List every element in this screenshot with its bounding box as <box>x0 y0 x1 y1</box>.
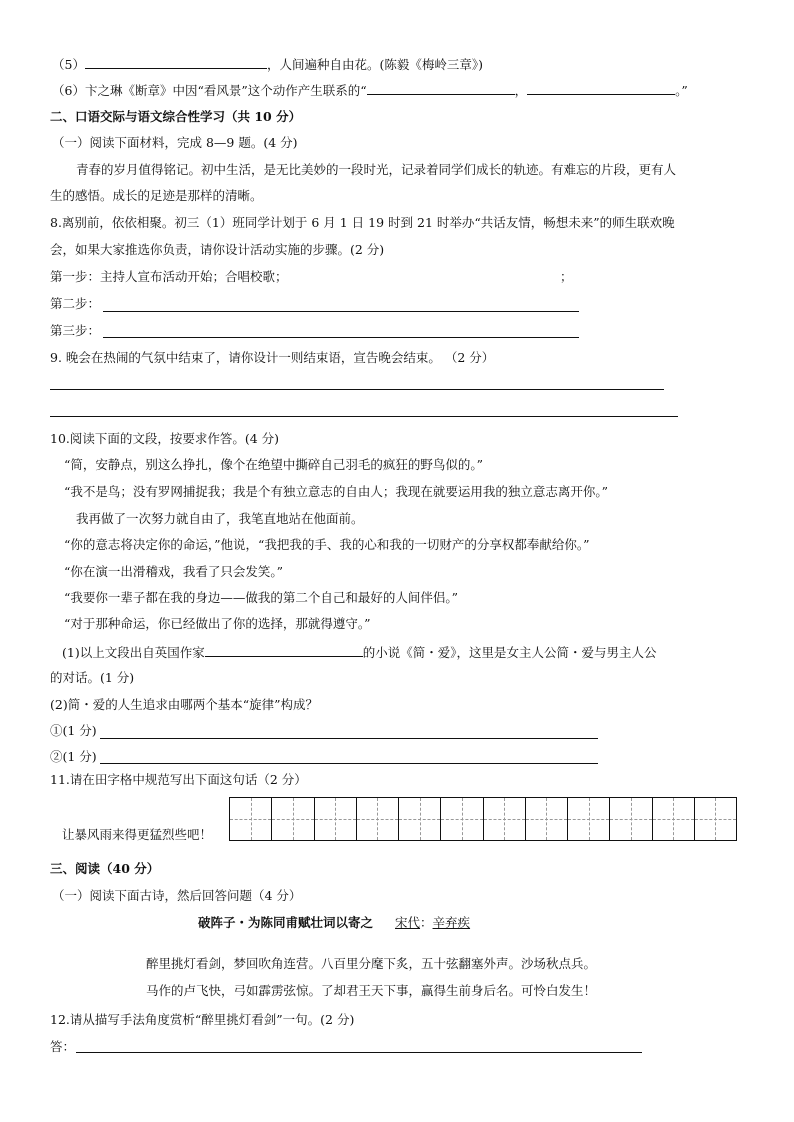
grid-cell[interactable] <box>484 798 526 840</box>
question-text: ，人间遍种自由花。(陈毅《梅岭三章》) <box>266 57 483 72</box>
sub-question-1 <box>62 643 656 662</box>
section-2-title: 二、口语交际与语文综合性学习（共 10 分） <box>50 109 302 124</box>
grid-cell[interactable] <box>230 798 272 840</box>
question-6 <box>52 81 688 100</box>
grid-cell[interactable] <box>357 798 399 840</box>
poem-line: 马作的卢飞快，弓如霹雳弦惊。了却君王天下事，赢得生前身后名。可怜白发生！ <box>146 983 597 998</box>
closing-quote: 。” <box>675 83 688 98</box>
question-10-title: 10.阅读下面的文段，按要求作答。(4 分) <box>50 431 280 446</box>
answer-label: 答： <box>50 1039 76 1054</box>
poem-title: 破阵子・为陈同甫赋壮词以寄之 <box>198 915 374 930</box>
question-12: 12.请从描写手法角度赏析“醉里挑灯看剑”一句。(2 分) <box>50 1012 355 1027</box>
passage-line: “我要你一辈子都在我的身边——做我的第二个自己和最好的人间伴侣。” <box>64 590 459 605</box>
poem-dynasty: 宋代 <box>395 915 421 930</box>
step-2-answer-line[interactable] <box>103 311 579 312</box>
question-8-line: 会，如果大家推选你负责，请你设计活动实施的步骤。(2 分) <box>50 242 385 257</box>
grid-cell[interactable] <box>568 798 610 840</box>
grid-cell[interactable] <box>653 798 695 840</box>
passage-line: “我不是鸟；没有罗网捕捉我；我是个有独立意志的自由人；我现在就要运用我的独立意志离开你。” <box>64 484 609 499</box>
question-11: 11.请在田字格中规范写出下面这句话（2 分） <box>50 772 307 787</box>
material-line: 青春的岁月值得铭记。初中生活，是无比美妙的一段时光，记录着同学们成长的轨迹。有难忘的片段，更有人 <box>76 162 677 177</box>
answer-blank[interactable] <box>85 55 267 69</box>
grid-cell[interactable] <box>441 798 483 840</box>
passage-line: “你在演一出滑稽戏，我看了只会发笑。” <box>64 564 284 579</box>
question-number: （5） <box>52 57 85 72</box>
grid-cell[interactable] <box>695 798 736 840</box>
question-text: (1)以上文段出自英国作家 <box>62 645 205 660</box>
grid-cell[interactable] <box>610 798 652 840</box>
grid-cell[interactable] <box>526 798 568 840</box>
separator: ， <box>514 83 528 98</box>
material-line: 生的感悟。成长的足迹是那样的清晰。 <box>50 188 263 203</box>
poem-line: 醉里挑灯看剑，梦回吹角连营。八百里分麾下炙，五十弦翻塞外声。沙场秋点兵。 <box>146 956 597 971</box>
answer-blank[interactable] <box>367 81 515 95</box>
question-text: 的小说《简・爱》，这里是女主人公简・爱与男主人公 <box>362 645 657 660</box>
answer-line[interactable] <box>50 416 678 417</box>
grid-cell[interactable] <box>272 798 314 840</box>
question-8-line: 8.离别前，依依相聚。初三（1）班同学计划于 6 月 1 日 19 时到 21 时举办“共话友情，畅想未来”的师生联欢晚 <box>50 215 675 230</box>
passage-line: “简，安静点，别这么挣扎，像个在绝望中撕碎自己羽毛的疯狂的野鸟似的。” <box>64 457 484 472</box>
section-3-part-1: （一）阅读下面古诗，然后回答问题（4 分） <box>52 888 302 903</box>
passage-line: 我再做了一次努力就自由了，我笔直地站在他面前。 <box>76 511 364 526</box>
sub-question-1-cont: 的对话。(1 分) <box>50 670 135 685</box>
step-label: 第一步：主持人宣布活动开始；合唱校歌； <box>50 269 288 284</box>
step-3-answer-line[interactable] <box>103 337 579 338</box>
answer-2-line[interactable] <box>100 763 598 764</box>
passage-line: “你的意志将决定你的命运，”他说，“我把我的手、我的心和我的一切财产的分享权都奉献给你。” <box>64 537 590 552</box>
answer-1-label: ①(1 分) <box>50 723 97 738</box>
answer-line[interactable] <box>76 1052 642 1053</box>
sentence-to-copy: 让暴风雨来得更猛烈些吧！ <box>62 827 213 842</box>
grid-cell[interactable] <box>315 798 357 840</box>
sub-question-2: (2)简・爱的人生追求由哪两个基本“旋律”构成？ <box>50 697 318 712</box>
grid-cell[interactable] <box>399 798 441 840</box>
question-9: 9. 晚会在热闹的气氛中结束了，请你设计一则结束语，宣告晚会结束。 （2 分） <box>50 350 495 365</box>
question-text: （6）卞之琳《断章》中因“看风景”这个动作产生联系的“ <box>52 83 367 98</box>
section-2-part-1: （一）阅读下面材料，完成 8—9 题。(4 分) <box>52 135 298 150</box>
answer-line[interactable] <box>50 389 664 390</box>
colon: ： <box>420 915 433 930</box>
answer-blank[interactable] <box>205 643 363 657</box>
writing-grid[interactable] <box>229 797 737 841</box>
step-1 <box>50 268 288 286</box>
step-1-end: ； <box>560 269 573 284</box>
passage-line: “对于那种命运，你已经做出了你的选择，那就得遵守。” <box>64 616 371 631</box>
step-2-label: 第二步： <box>50 296 101 311</box>
poem-heading <box>198 914 470 932</box>
poem-author: 辛弃疾 <box>432 915 471 930</box>
question-5 <box>52 55 483 74</box>
answer-2-label: ②(1 分) <box>50 749 97 764</box>
answer-blank[interactable] <box>527 81 675 95</box>
section-3-title: 三、阅读（40 分） <box>50 861 160 876</box>
step-3-label: 第三步： <box>50 323 101 338</box>
answer-1-line[interactable] <box>100 738 598 739</box>
